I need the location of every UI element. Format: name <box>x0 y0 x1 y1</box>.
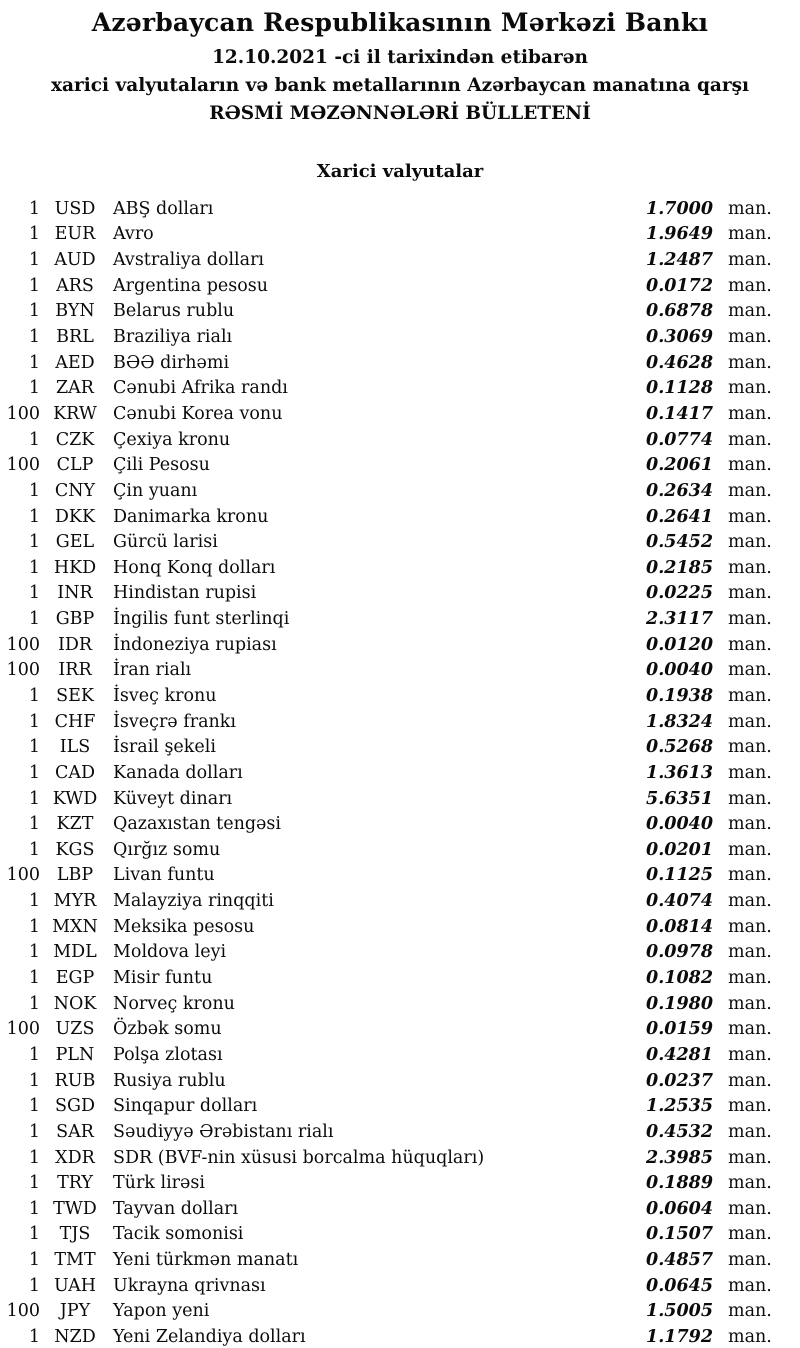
unit-label: man. <box>728 865 772 886</box>
quantity: 1 <box>28 506 40 527</box>
exchange-rate: 5.6351 <box>646 788 713 809</box>
exchange-rate: 0.1417 <box>646 403 713 424</box>
table-row <box>0 222 800 248</box>
currency-code: CHF <box>54 711 96 732</box>
currency-name: Tacik somonisi <box>113 1224 244 1245</box>
quantity: 1 <box>28 275 40 296</box>
currency-name: Çin yuanı <box>113 480 198 501</box>
exchange-rate: 0.1889 <box>646 1173 713 1194</box>
currency-name: Honq Konq dolları <box>113 557 276 578</box>
bulletin-subtitle-block <box>0 44 800 128</box>
currency-code: KRW <box>53 403 97 424</box>
currency-code: EGP <box>55 968 95 989</box>
exchange-rate: 0.2641 <box>646 506 713 527</box>
quantity: 1 <box>28 327 40 348</box>
table-row <box>0 375 800 401</box>
quantity: 1 <box>28 1173 40 1194</box>
table-row <box>0 991 800 1017</box>
exchange-rate: 0.0159 <box>646 1019 713 1040</box>
unit-label: man. <box>728 403 772 424</box>
exchange-rate: 2.3117 <box>646 609 713 630</box>
quantity: 1 <box>28 1121 40 1142</box>
currency-name: İsveçrə frankı <box>113 711 236 732</box>
currency-name: Malayziya rinqqiti <box>113 891 274 912</box>
exchange-rate: 0.2185 <box>646 557 713 578</box>
table-row <box>0 247 800 273</box>
currency-code: SGD <box>55 1096 95 1117</box>
unit-label: man. <box>728 455 772 476</box>
quantity: 1 <box>28 685 40 706</box>
currency-name: Argentina pesosu <box>113 275 269 296</box>
unit-label: man. <box>728 250 772 271</box>
exchange-rate: 0.5452 <box>646 532 713 553</box>
quantity: 1 <box>28 891 40 912</box>
quantity: 100 <box>6 660 40 681</box>
exchange-rate: 0.1938 <box>646 685 713 706</box>
exchange-rate: 0.0774 <box>646 429 713 450</box>
currency-code: ZAR <box>56 378 94 399</box>
table-row <box>0 401 800 427</box>
table-row <box>0 1170 800 1196</box>
exchange-rate: 0.0201 <box>646 839 713 860</box>
exchange-rate: 1.2535 <box>646 1096 713 1117</box>
currency-name: Avro <box>113 224 154 245</box>
currency-code: NZD <box>54 1327 96 1347</box>
table-row <box>0 478 800 504</box>
exchange-rate: 1.1792 <box>646 1327 713 1347</box>
currency-name: Cənubi Korea vonu <box>113 403 283 424</box>
exchange-rate: 1.9649 <box>646 224 713 245</box>
currency-name: İsrail şekeli <box>113 737 216 758</box>
unit-label: man. <box>728 916 772 937</box>
unit-label: man. <box>728 532 772 553</box>
bulletin-title: RƏSMİ MƏZƏNNƏLƏRİ BÜLLETENİ <box>209 103 591 124</box>
unit-label: man. <box>728 1301 772 1322</box>
quantity: 1 <box>28 1147 40 1168</box>
effective-date-line: 12.10.2021 -ci il tarixindən etibarən <box>212 47 588 68</box>
currency-name: Səudiyyə Ərəbistanı rialı <box>113 1121 334 1142</box>
currency-code: MYR <box>53 891 97 912</box>
currency-name: BƏƏ dirhəmi <box>113 352 230 373</box>
currency-code: CAD <box>54 762 96 783</box>
table-row <box>0 965 800 991</box>
currency-name: Danimarka kronu <box>113 506 269 527</box>
quantity: 1 <box>28 1044 40 1065</box>
currency-code: HKD <box>53 557 97 578</box>
currency-code: RUB <box>54 1070 96 1091</box>
quantity: 1 <box>28 1250 40 1271</box>
quantity: 1 <box>28 762 40 783</box>
unit-label: man. <box>728 327 772 348</box>
exchange-rate: 0.1128 <box>646 378 713 399</box>
exchange-rate: 0.4281 <box>646 1044 713 1065</box>
quantity: 1 <box>28 968 40 989</box>
currency-name: Gürcü larisi <box>113 532 218 553</box>
table-row <box>0 606 800 632</box>
currency-name: Braziliya rialı <box>113 327 233 348</box>
quantity: 1 <box>28 1275 40 1296</box>
currency-code: DKK <box>54 506 96 527</box>
exchange-rate: 0.0040 <box>646 814 713 835</box>
table-row <box>0 1093 800 1119</box>
table-row <box>0 940 800 966</box>
table-row <box>0 734 800 760</box>
currency-name: Polşa zlotası <box>113 1044 223 1065</box>
exchange-rate: 0.0040 <box>646 660 713 681</box>
unit-label: man. <box>728 1121 772 1142</box>
unit-label: man. <box>728 1275 772 1296</box>
unit-label: man. <box>728 634 772 655</box>
currency-name: İndoneziya rupiası <box>113 634 277 655</box>
table-row <box>0 658 800 684</box>
table-row <box>0 1068 800 1094</box>
exchange-rate: 0.1507 <box>646 1224 713 1245</box>
table-row <box>0 760 800 786</box>
unit-label: man. <box>728 609 772 630</box>
unit-label: man. <box>728 429 772 450</box>
bulletin-header <box>0 8 800 128</box>
exchange-rate: 0.0120 <box>646 634 713 655</box>
currency-name: Kanada dolları <box>113 762 243 783</box>
unit-label: man. <box>728 660 772 681</box>
currency-code: AED <box>55 352 95 373</box>
table-row <box>0 888 800 914</box>
currency-name: SDR (BVF-nin xüsusi borcalma hüquqları) <box>113 1147 485 1168</box>
unit-label: man. <box>728 275 772 296</box>
table-row <box>0 632 800 658</box>
table-row <box>0 196 800 222</box>
currency-code: TMT <box>54 1250 96 1271</box>
quantity: 1 <box>28 198 40 219</box>
exchange-rate: 0.0814 <box>646 916 713 937</box>
exchange-rate: 0.0645 <box>646 1275 713 1296</box>
unit-label: man. <box>728 1044 772 1065</box>
bank-title: Azərbaycan Respublikasının Mərkəzi Bankı <box>91 8 709 37</box>
unit-label: man. <box>728 1070 772 1091</box>
currency-code: INR <box>57 583 93 604</box>
currency-name: Sinqapur dolları <box>113 1096 258 1117</box>
currency-code: IRR <box>58 660 92 681</box>
unit-label: man. <box>728 737 772 758</box>
table-row <box>0 1222 800 1248</box>
table-row <box>0 581 800 607</box>
exchange-rate: 0.2634 <box>646 480 713 501</box>
currency-code: LBP <box>56 865 94 886</box>
quantity: 100 <box>6 403 40 424</box>
unit-label: man. <box>728 301 772 322</box>
exchange-rate: 2.3985 <box>646 1147 713 1168</box>
currency-name: İsveç kronu <box>113 685 217 706</box>
unit-label: man. <box>728 685 772 706</box>
currency-code: JPY <box>59 1301 91 1322</box>
unit-label: man. <box>728 1198 772 1219</box>
currency-code: TRY <box>57 1173 93 1194</box>
currency-name: Küveyt dinarı <box>113 788 233 809</box>
unit-label: man. <box>728 378 772 399</box>
currency-code: CNY <box>54 480 96 501</box>
unit-label: man. <box>728 993 772 1014</box>
unit-label: man. <box>728 968 772 989</box>
quantity: 1 <box>28 609 40 630</box>
quantity: 1 <box>28 532 40 553</box>
exchange-rate: 0.2061 <box>646 455 713 476</box>
exchange-rate: 0.0172 <box>646 275 713 296</box>
currency-code: SAR <box>56 1121 94 1142</box>
currency-name: Yapon yeni <box>113 1301 210 1322</box>
quantity: 1 <box>28 301 40 322</box>
quantity: 1 <box>28 711 40 732</box>
exchange-rate: 0.0604 <box>646 1198 713 1219</box>
currency-code: NOK <box>53 993 97 1014</box>
table-row <box>0 1247 800 1273</box>
currency-code: MDL <box>53 942 97 963</box>
table-row <box>0 709 800 735</box>
unit-label: man. <box>728 1096 772 1117</box>
quantity: 1 <box>28 942 40 963</box>
table-row <box>0 452 800 478</box>
unit-label: man. <box>728 942 772 963</box>
currency-code: UZS <box>55 1019 95 1040</box>
currency-code: TWD <box>53 1198 97 1219</box>
currency-name: Çili Pesosu <box>113 455 210 476</box>
currency-name: Cənubi Afrika randı <box>113 378 288 399</box>
subject-line: xarici valyutaların və bank metallarının Azərbaycan manatına qarşı <box>50 75 750 96</box>
currency-name: Yeni Zelandiya dolları <box>113 1327 306 1347</box>
unit-label: man. <box>728 198 772 219</box>
quantity: 1 <box>28 1096 40 1117</box>
exchange-rate: 1.7000 <box>646 198 713 219</box>
exchange-rate: 0.4532 <box>646 1121 713 1142</box>
quantity: 100 <box>6 1301 40 1322</box>
table-row <box>0 299 800 325</box>
unit-label: man. <box>728 224 772 245</box>
currency-name: Meksika pesosu <box>113 916 255 937</box>
table-row <box>0 1042 800 1068</box>
currency-code: KWD <box>52 788 98 809</box>
quantity: 1 <box>28 352 40 373</box>
quantity: 1 <box>28 916 40 937</box>
unit-label: man. <box>728 762 772 783</box>
currency-code: GEL <box>55 532 95 553</box>
unit-label: man. <box>728 1327 772 1347</box>
currency-code: MXN <box>52 916 98 937</box>
table-row <box>0 1196 800 1222</box>
exchange-rate: 0.5268 <box>646 737 713 758</box>
unit-label: man. <box>728 480 772 501</box>
currency-code: USD <box>54 198 96 219</box>
currency-code: AUD <box>54 250 96 271</box>
currency-name: İran rialı <box>113 660 192 681</box>
table-row <box>0 324 800 350</box>
quantity: 1 <box>28 224 40 245</box>
table-row <box>0 837 800 863</box>
exchange-rate: 0.3069 <box>646 327 713 348</box>
currency-code: BYN <box>55 301 95 322</box>
table-row <box>0 1324 800 1348</box>
table-row <box>0 529 800 555</box>
table-row <box>0 1017 800 1043</box>
currency-code: SEK <box>56 685 94 706</box>
unit-label: man. <box>728 557 772 578</box>
quantity: 100 <box>6 1019 40 1040</box>
exchange-rate: 0.4857 <box>646 1250 713 1271</box>
currency-name: Özbək somu <box>113 1019 222 1040</box>
unit-label: man. <box>728 1019 772 1040</box>
currency-code: KZT <box>56 814 94 835</box>
quantity: 1 <box>28 737 40 758</box>
quantity: 1 <box>28 1198 40 1219</box>
quantity: 100 <box>6 865 40 886</box>
table-row <box>0 273 800 299</box>
currency-name: Misir funtu <box>113 968 213 989</box>
currency-name: ABŞ dolları <box>113 198 214 219</box>
unit-label: man. <box>728 583 772 604</box>
currency-code: BRL <box>56 327 94 348</box>
table-row <box>0 350 800 376</box>
exchange-rate: 0.4628 <box>646 352 713 373</box>
table-row <box>0 427 800 453</box>
currency-name: Qazaxıstan tengəsi <box>113 814 281 835</box>
currency-code: CLP <box>56 455 94 476</box>
quantity: 1 <box>28 480 40 501</box>
table-row <box>0 683 800 709</box>
currency-name: Moldova leyi <box>113 942 227 963</box>
quantity: 100 <box>6 455 40 476</box>
currency-name: Türk lirəsi <box>113 1173 205 1194</box>
unit-label: man. <box>728 1147 772 1168</box>
quantity: 100 <box>6 634 40 655</box>
exchange-rate: 1.3613 <box>646 762 713 783</box>
exchange-rate: 0.0978 <box>646 942 713 963</box>
table-row <box>0 504 800 530</box>
quantity: 1 <box>28 583 40 604</box>
currency-code: EUR <box>54 224 96 245</box>
currency-name: Norveç kronu <box>113 993 235 1014</box>
quantity: 1 <box>28 250 40 271</box>
table-row <box>0 1273 800 1299</box>
quantity: 1 <box>28 993 40 1014</box>
unit-label: man. <box>728 788 772 809</box>
exchange-rate: 0.1125 <box>646 865 713 886</box>
exchange-rate: 1.5005 <box>646 1301 713 1322</box>
unit-label: man. <box>728 506 772 527</box>
exchange-rate: 0.1980 <box>646 993 713 1014</box>
currency-name: Belarus rublu <box>113 301 235 322</box>
currency-code: UAH <box>53 1275 97 1296</box>
currency-name: Yeni türkmən manatı <box>113 1250 299 1271</box>
currency-name: Ukrayna qrivnası <box>113 1275 266 1296</box>
quantity: 1 <box>28 814 40 835</box>
unit-label: man. <box>728 814 772 835</box>
currency-code: CZK <box>55 429 95 450</box>
table-row <box>0 811 800 837</box>
exchange-rate: 0.6878 <box>646 301 713 322</box>
currency-name: Livan funtu <box>113 865 215 886</box>
currency-code: ILS <box>59 737 91 758</box>
quantity: 1 <box>28 378 40 399</box>
quantity: 1 <box>28 839 40 860</box>
quantity: 1 <box>28 788 40 809</box>
currency-code: XDR <box>55 1147 95 1168</box>
currency-name: Qırğız somu <box>113 839 221 860</box>
currency-code: IDR <box>57 634 93 655</box>
exchange-rate: 0.1082 <box>646 968 713 989</box>
table-row <box>0 914 800 940</box>
section-title-foreign-currencies: Xarici valyutalar <box>316 161 484 182</box>
currency-name: İngilis funt sterlinqi <box>113 609 290 630</box>
quantity: 1 <box>28 1327 40 1347</box>
quantity: 1 <box>28 429 40 450</box>
currency-code: TJS <box>59 1224 91 1245</box>
exchange-rate: 0.0225 <box>646 583 713 604</box>
quantity: 1 <box>28 1070 40 1091</box>
table-row <box>0 863 800 889</box>
currency-code: KGS <box>55 839 95 860</box>
unit-label: man. <box>728 352 772 373</box>
table-row <box>0 555 800 581</box>
table-row <box>0 1299 800 1325</box>
unit-label: man. <box>728 711 772 732</box>
currency-code: PLN <box>55 1044 95 1065</box>
unit-label: man. <box>728 1224 772 1245</box>
exchange-rate: 1.8324 <box>646 711 713 732</box>
unit-label: man. <box>728 891 772 912</box>
table-row <box>0 786 800 812</box>
currency-code: GBP <box>55 609 95 630</box>
exchange-rate: 1.2487 <box>646 250 713 271</box>
table-row <box>0 1119 800 1145</box>
currency-code: ARS <box>56 275 94 296</box>
table-row <box>0 1145 800 1171</box>
unit-label: man. <box>728 1250 772 1271</box>
currency-rates-table <box>0 196 800 1348</box>
currency-name: Rusiya rublu <box>113 1070 226 1091</box>
currency-name: Hindistan rupisi <box>113 583 257 604</box>
unit-label: man. <box>728 1173 772 1194</box>
quantity: 1 <box>28 557 40 578</box>
currency-name: Tayvan dolları <box>113 1198 239 1219</box>
exchange-rate: 0.0237 <box>646 1070 713 1091</box>
currency-name: Avstraliya dolları <box>113 250 265 271</box>
exchange-rate: 0.4074 <box>646 891 713 912</box>
currency-name: Çexiya kronu <box>113 429 231 450</box>
unit-label: man. <box>728 839 772 860</box>
quantity: 1 <box>28 1224 40 1245</box>
